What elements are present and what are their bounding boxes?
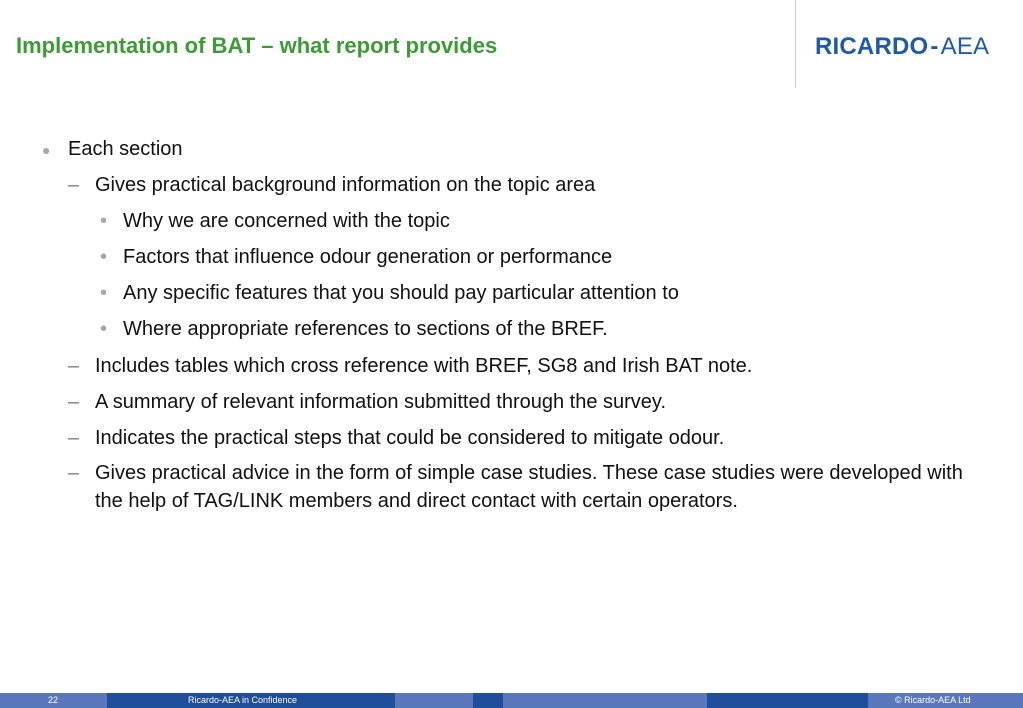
dash-icon: – — [68, 462, 80, 484]
list-item-level2: A summary of relevant information submitted through the survey. — [95, 391, 667, 413]
list-item-level3: Where appropriate references to sections of the BREF. — [123, 318, 608, 340]
header-divider — [795, 0, 796, 88]
list-item-level3: Any specific features that you should pay particular attention to — [123, 282, 679, 304]
logo-dash: - — [930, 33, 939, 60]
dash-icon: – — [68, 355, 80, 377]
logo-text-aea: AEA — [940, 33, 990, 60]
bullet-icon: • — [100, 246, 108, 268]
dash-icon: – — [68, 391, 80, 413]
list-item-level3: Factors that influence odour generation or performance — [123, 246, 613, 268]
logo-text-ricardo: RICARDO — [815, 33, 929, 60]
copyright-notice: © Ricardo-AEA Ltd — [895, 695, 971, 705]
list-item-level2: Includes tables which cross reference with BREF, SG8 and Irish BAT note. — [95, 355, 753, 377]
list-item-level3: Why we are concerned with the topic — [123, 210, 450, 232]
bullet-icon: • — [100, 282, 108, 304]
page-title: Implementation of BAT – what report provides — [16, 33, 498, 58]
footer-bar — [0, 693, 1023, 708]
page-number: 22 — [48, 695, 59, 705]
dash-icon: – — [68, 174, 80, 196]
list-item-level2: Indicates the practical steps that could be considered to mitigate odour. — [95, 427, 725, 449]
list-item-level2: Gives practical background information on the topic area — [95, 174, 596, 196]
footer-segment — [503, 693, 707, 708]
confidentiality-notice: Ricardo-AEA in Confidence — [188, 695, 298, 705]
list-item-level2: Gives practical advice in the form of simple case studies. These case studies were developed with the help of TAG/LINK members and direct contact with certain operators. — [95, 462, 963, 512]
list-item-level1: Each section — [68, 138, 183, 160]
bullet-icon: • — [100, 210, 108, 232]
footer-segment — [395, 693, 473, 708]
ricardo-aea-logo — [815, 33, 989, 61]
bullet-dot-icon: ● — [42, 142, 51, 158]
bullet-icon: • — [100, 318, 108, 340]
dash-icon: – — [68, 427, 80, 449]
